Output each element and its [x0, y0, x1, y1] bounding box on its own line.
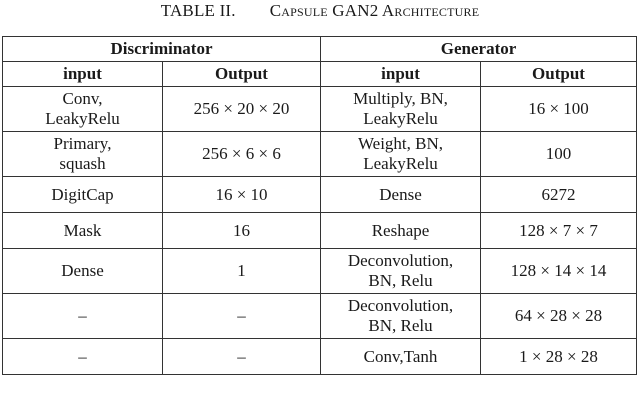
disc-input-cell: Mask	[3, 213, 163, 249]
gen-input-cell: Deconvolution, BN, Relu	[321, 249, 481, 294]
architecture-table	[2, 36, 637, 375]
discriminator-header: Discriminator	[3, 37, 321, 62]
disc-output-cell: 16 × 10	[163, 177, 321, 213]
disc-input-cell: DigitCap	[3, 177, 163, 213]
column-header-row	[3, 62, 637, 87]
gen-input-cell: Conv,Tanh	[321, 339, 481, 375]
gen-output-cell: 128 × 7 × 7	[481, 213, 637, 249]
table-row	[3, 339, 637, 375]
gen-output-cell: 16 × 100	[481, 87, 637, 132]
table-caption	[0, 0, 640, 26]
gen-output-cell: 128 × 14 × 14	[481, 249, 637, 294]
gen-output-cell: 6272	[481, 177, 637, 213]
gen-output-cell: 1 × 28 × 28	[481, 339, 637, 375]
gen-output-cell: 64 × 28 × 28	[481, 294, 637, 339]
table-row	[3, 213, 637, 249]
disc-output-header: Output	[163, 62, 321, 87]
table-row	[3, 177, 637, 213]
gen-input-cell: Weight, BN, LeakyRelu	[321, 132, 481, 177]
group-header-row	[3, 37, 637, 62]
disc-output-cell: –	[163, 294, 321, 339]
disc-input-cell: –	[3, 294, 163, 339]
gen-output-cell: 100	[481, 132, 637, 177]
table-row	[3, 132, 637, 177]
gen-output-header: Output	[481, 62, 637, 87]
table-number: TABLE II.	[160, 1, 236, 20]
disc-input-cell: Conv, LeakyRelu	[3, 87, 163, 132]
gen-input-cell: Dense	[321, 177, 481, 213]
generator-header: Generator	[321, 37, 637, 62]
gen-input-cell: Reshape	[321, 213, 481, 249]
gen-input-header: input	[321, 62, 481, 87]
disc-input-cell: –	[3, 339, 163, 375]
disc-output-cell: 256 × 20 × 20	[163, 87, 321, 132]
disc-output-cell: 1	[163, 249, 321, 294]
gen-input-cell: Multiply, BN, LeakyRelu	[321, 87, 481, 132]
table-row	[3, 249, 637, 294]
disc-input-cell: Primary, squash	[3, 132, 163, 177]
table-row	[3, 294, 637, 339]
disc-output-cell: –	[163, 339, 321, 375]
disc-input-cell: Dense	[3, 249, 163, 294]
table-row	[3, 87, 637, 132]
gen-input-cell: Deconvolution, BN, Relu	[321, 294, 481, 339]
disc-output-cell: 16	[163, 213, 321, 249]
disc-output-cell: 256 × 6 × 6	[163, 132, 321, 177]
disc-input-header: input	[3, 62, 163, 87]
table-title: Capsule GAN2 Architecture	[269, 1, 480, 20]
